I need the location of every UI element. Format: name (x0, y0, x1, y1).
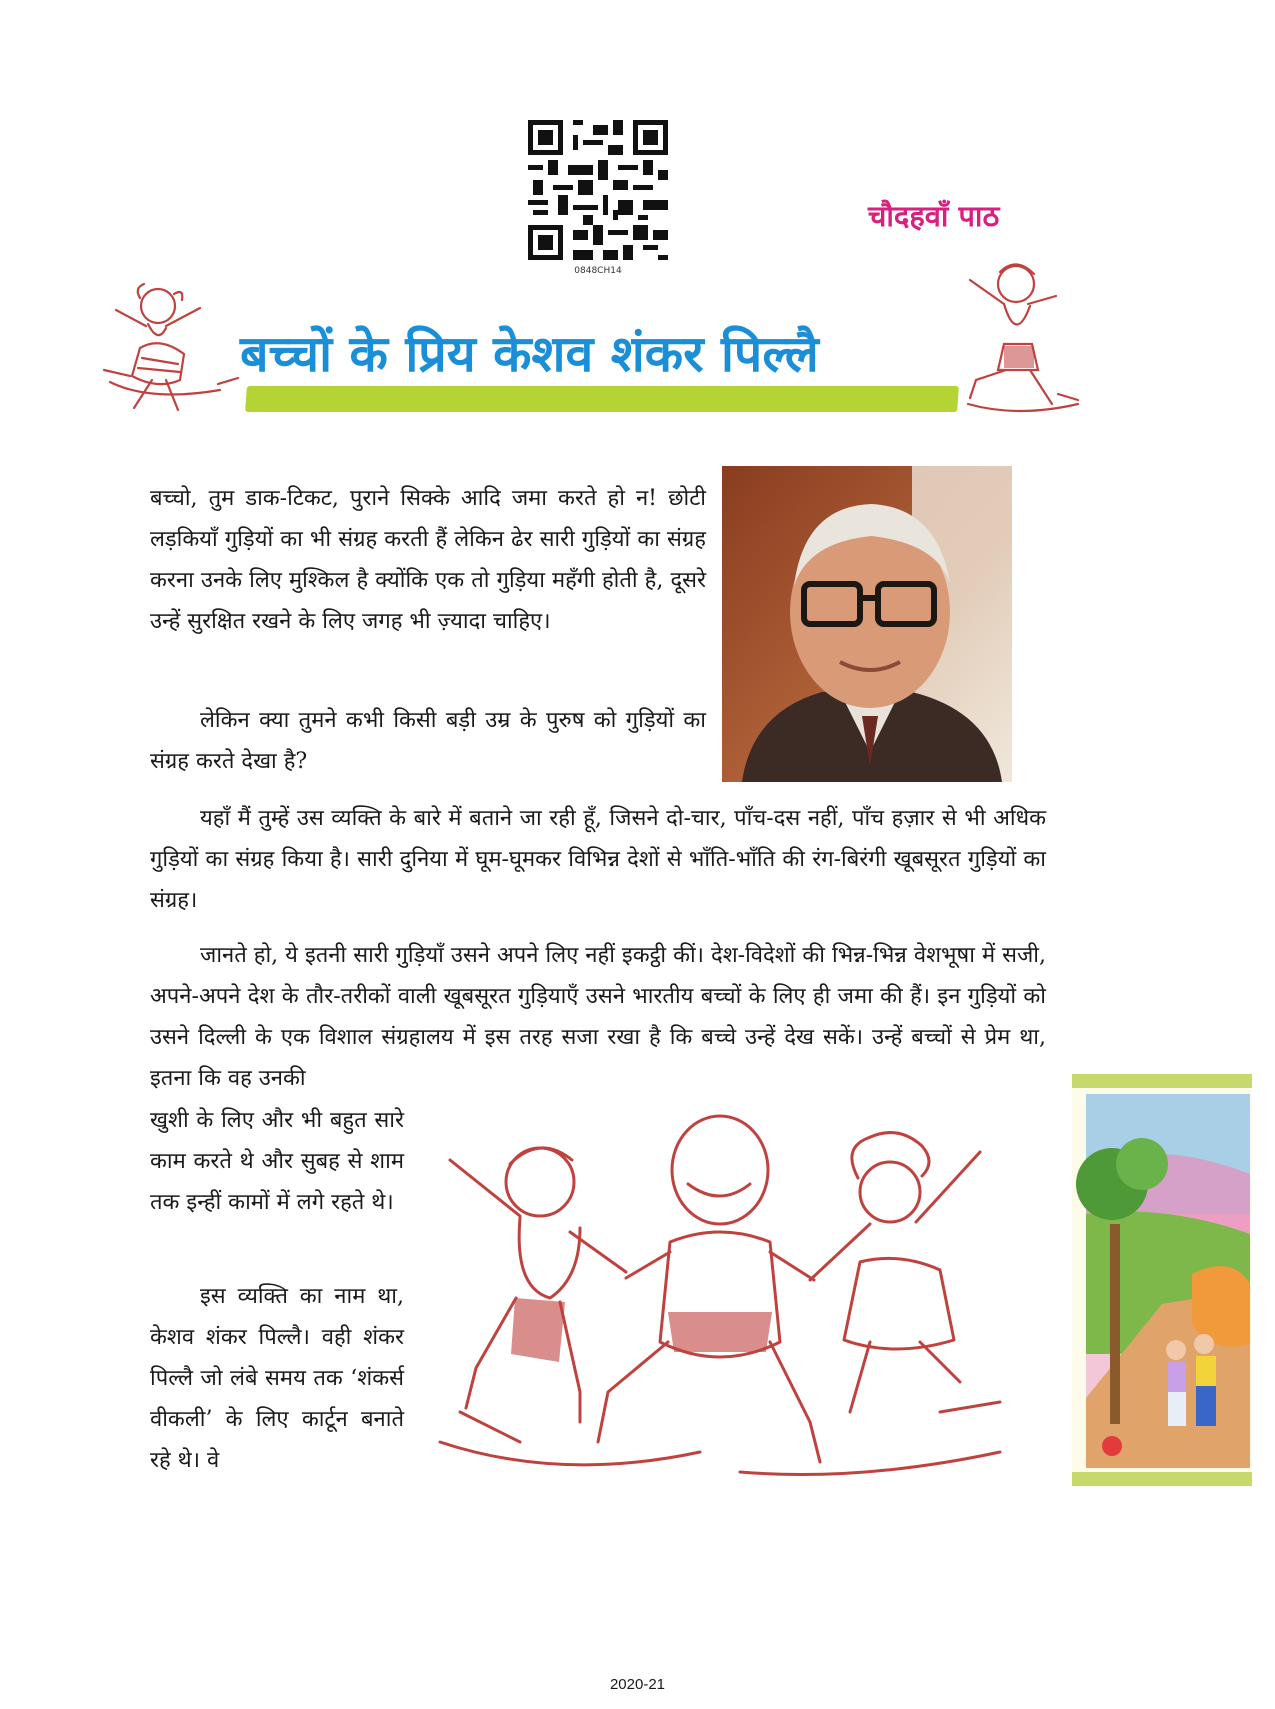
lesson-label: चौदहवाँ पाठ (868, 199, 1000, 233)
chapter-title: बच्चों के प्रिय केशव शंकर पिल्लै (240, 325, 819, 383)
dancing-girl-illustration (100, 272, 250, 418)
title-highlight-band (245, 386, 959, 412)
portrait-photo (722, 466, 1012, 782)
dancing-boy-illustration (948, 254, 1088, 422)
colorful-scene-illustration (1072, 1074, 1252, 1486)
paragraph-5: खुशी के लिए और भी बहुत सारे काम करते थे और सुबह से शाम तक इन्हीं कामों में लगे रहते थे। (150, 1108, 404, 1215)
paragraph-6: इस व्यक्ति का नाम था, केशव शंकर पिल्लै। वही शंकर पिल्लै जो लंबे समय तक ‘शंकर्स वीकली’ के लिए कार्टून बनाते रहे थे। वे (150, 1284, 404, 1473)
paragraph-4: जानते हो, ये इतनी सारी गुड़ियाँ उसने अपने लिए नहीं इकट्ठी कीं। देश-विदेशों की भिन्न-भिन्न वेशभूषा में सजी, अपने-अपने देश के तौर-तरीकों वाली खूबसूरत गुड़ियाएँ उसने भारतीय बच्चों के लिए ही जमा की हैं। इन गुड़ियों को उसने दिल्ली के एक विशाल संग्रहालय में इस तरह सजा रखा है कि बच्चे उन्हें देख सकें। उन्हें बच्चों से प्रेम था, इतना कि वह उनकी (150, 943, 1046, 1091)
footer-year: 2020-21 (609, 1676, 666, 1693)
paragraph-1: बच्चो, तुम डाक-टिकट, पुराने सिक्के आदि जमा करते हो न! छोटी लड़कियाँ गुड़ियों का भी संग्रह करती हैं लेकिन ढेर सारी गुड़ियों का संग्रह करना उनके लिए मुश्किल है क्योंकि एक तो गुड़िया महँगी होती है, दूसरे उन्हें सुरक्षित रखने के लिए जगह भी ज़्यादा चाहिए। (150, 486, 706, 634)
paragraph-2: लेकिन क्या तुमने कभी किसी बड़ी उम्र के पुरुष को गुड़ियों का संग्रह करते देखा है? (150, 708, 706, 774)
cartoon-dancing-illustration (420, 1112, 1036, 1502)
qr-code-label: 0848CH14 (574, 266, 622, 276)
paragraph-3: यहाँ मैं तुम्हें उस व्यक्ति के बारे में बताने जा रही हूँ, जिसने दो-चार, पाँच-दस नहीं, पाँच हज़ार से भी अधिक गुड़ियों का संग्रह किया है। सारी दुनिया में घूम-घूमकर विभिन्न देशों से भाँति-भाँति की रंग-बिरंगी खूबसूरत गुड़ियों का संग्रह। (150, 806, 1046, 913)
qr-code (528, 120, 668, 260)
